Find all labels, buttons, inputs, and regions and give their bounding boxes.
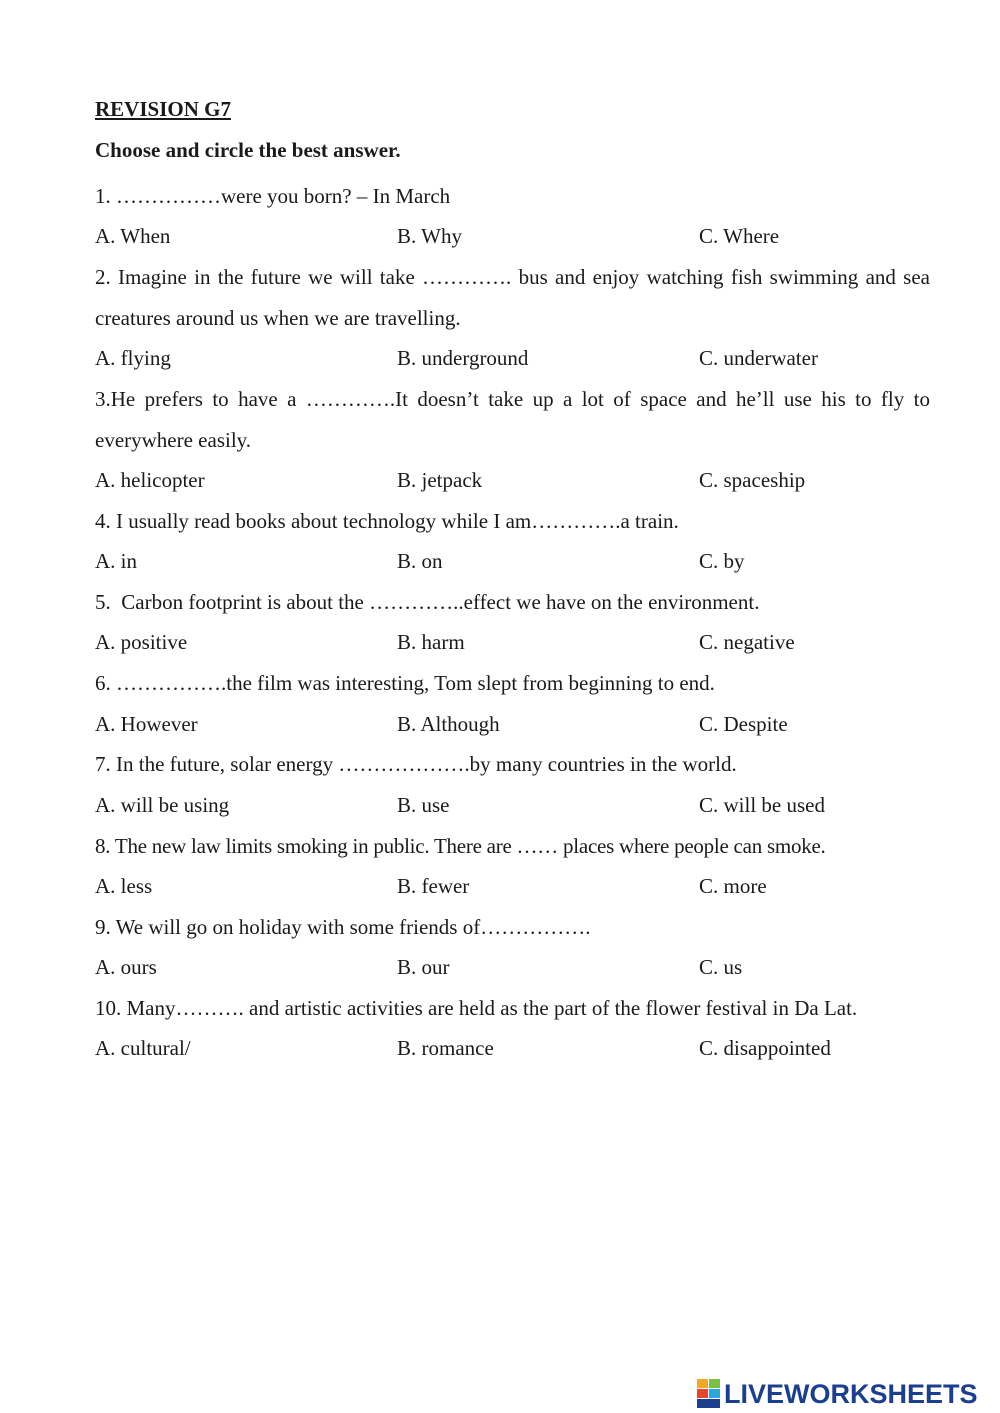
option-b[interactable]: B. harm <box>397 630 465 655</box>
answer-options <box>95 623 930 664</box>
answer-options <box>95 947 930 988</box>
question-5 <box>95 582 930 663</box>
option-b[interactable]: B. on <box>397 549 443 574</box>
option-a[interactable]: A. positive <box>95 630 188 655</box>
question-6 <box>95 663 930 744</box>
liveworksheets-logo[interactable] <box>697 1376 978 1412</box>
answer-options <box>95 338 930 379</box>
option-c[interactable]: C. more <box>699 873 767 898</box>
option-c[interactable]: C. will be used <box>699 792 825 817</box>
option-a[interactable]: A. helicopter <box>95 467 205 492</box>
option-c[interactable]: C. negative <box>699 630 795 655</box>
question-stem: 2. Imagine in the future we will take …………. bus and enjoy watching fish swimming and sea creatures around us when we are travelling. <box>95 265 930 330</box>
liveworksheets-logo-icon <box>697 1379 721 1409</box>
option-b[interactable]: B. romance <box>397 1036 494 1061</box>
option-c[interactable]: C. Where <box>699 224 780 249</box>
option-c[interactable]: C. us <box>699 955 743 980</box>
worksheet-title: REVISION G7 <box>95 97 231 121</box>
option-b[interactable]: B. Although <box>397 711 500 736</box>
answer-options <box>95 866 930 907</box>
question-stem: 9. We will go on holiday with some friends of……………. <box>95 914 591 939</box>
option-c[interactable]: C. spaceship <box>699 467 806 492</box>
option-a[interactable]: A. cultural/ <box>95 1036 191 1061</box>
option-a[interactable]: A. However <box>95 711 198 736</box>
option-a[interactable]: A. less <box>95 873 153 898</box>
answer-options <box>95 541 930 582</box>
option-b[interactable]: B. jetpack <box>397 467 483 492</box>
answer-options <box>95 217 930 258</box>
question-10 <box>95 988 930 1069</box>
option-c[interactable]: C. disappointed <box>699 1036 831 1061</box>
question-stem: 5. Carbon footprint is about the …………..effect we have on the environment. <box>95 589 760 614</box>
question-stem: 7. In the future, solar energy ……………….by many countries in the world. <box>95 752 737 777</box>
question-stem: 10. Many………. and artistic activities are held as the part of the flower festival in Da Lat. <box>95 995 858 1020</box>
question-stem: 4. I usually read books about technology while I am………….a train. <box>95 508 679 533</box>
question-stem: 3.He prefers to have a ………….It doesn’t take up a lot of space and he’ll use his to fly to everywhere easily. <box>95 386 930 452</box>
option-c[interactable]: C. underwater <box>699 346 818 371</box>
question-stem: 6. …………….the film was interesting, Tom slept from beginning to end. <box>95 671 715 696</box>
question-7 <box>95 744 930 825</box>
option-b[interactable]: B. Why <box>397 224 462 249</box>
answer-options <box>95 704 930 745</box>
question-3 <box>95 379 930 501</box>
option-a[interactable]: A. in <box>95 549 137 574</box>
answer-options <box>95 460 930 501</box>
answer-options <box>95 1028 930 1069</box>
question-8 <box>95 826 930 907</box>
option-b[interactable]: B. fewer <box>397 873 470 898</box>
question-2 <box>95 257 930 379</box>
option-c[interactable]: C. by <box>699 549 745 574</box>
option-a[interactable]: A. will be using <box>95 792 230 817</box>
question-list <box>95 176 930 1069</box>
option-a[interactable]: A. ours <box>95 955 157 980</box>
option-a[interactable]: A. flying <box>95 346 171 371</box>
option-a[interactable]: A. When <box>95 224 171 249</box>
option-b[interactable]: B. our <box>397 955 450 980</box>
option-b[interactable]: B. underground <box>397 346 529 371</box>
liveworksheets-logo-text: LIVEWORKSHEETS <box>724 1378 978 1409</box>
question-4 <box>95 501 930 582</box>
question-9 <box>95 907 930 988</box>
option-c[interactable]: C. Despite <box>699 711 788 736</box>
instruction-text: Choose and circle the best answer. <box>95 138 401 162</box>
option-b[interactable]: B. use <box>397 792 450 817</box>
question-stem: 8. The new law limits smoking in public. There are …… places where people can smoke. <box>95 833 826 858</box>
question-1 <box>95 176 930 257</box>
question-stem: 1. ……………were you born? – In March <box>95 184 451 208</box>
answer-options <box>95 785 930 826</box>
